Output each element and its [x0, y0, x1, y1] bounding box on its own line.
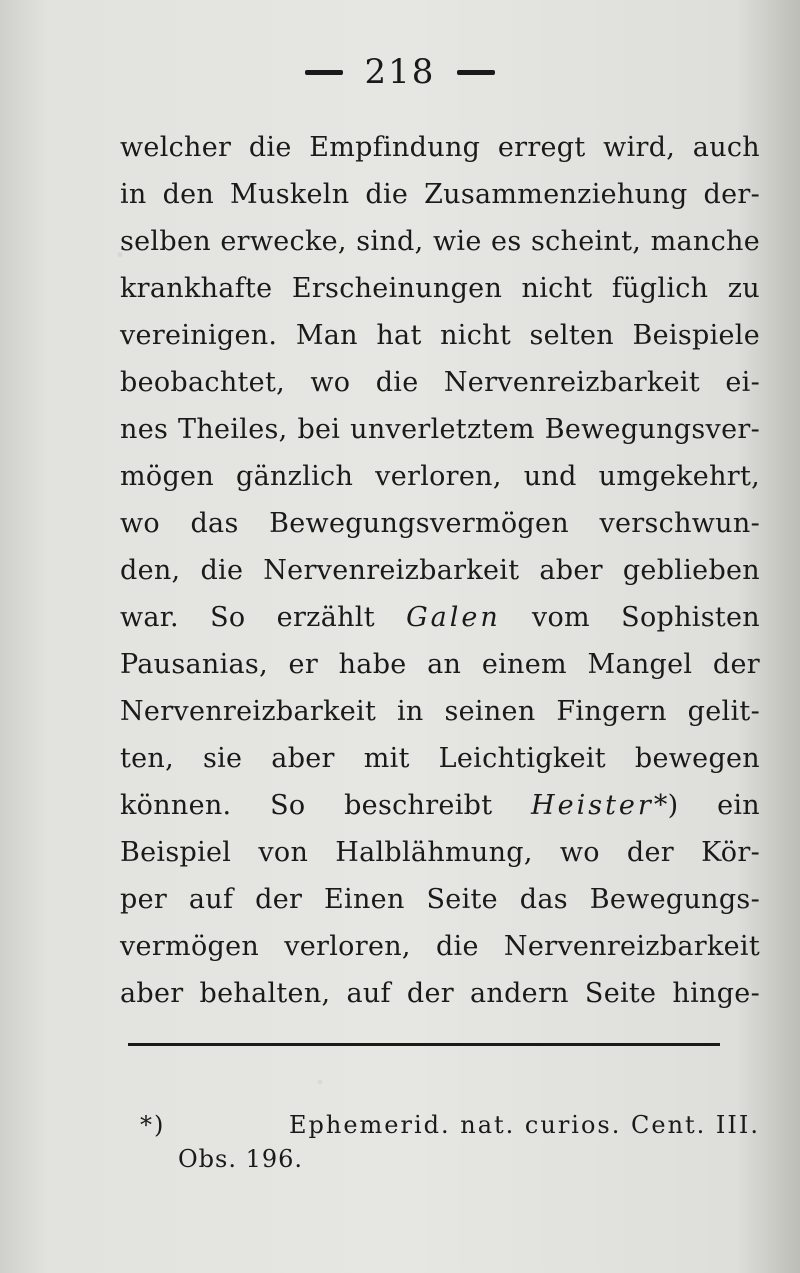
text-line: selben erwecke, sind, wie es scheint, manche — [120, 226, 760, 257]
page-header — [0, 52, 800, 92]
text-line: welcher die Empfindung erregt wird, auch — [120, 132, 760, 163]
text-line: vereinigen. Man hat nicht selten Beispiele — [120, 320, 760, 351]
footnote-reference: *) ein — [653, 790, 761, 821]
footnote-separator — [128, 1043, 720, 1046]
footnote-citation: Ephemerid. nat. curios. Cent. III. — [288, 1111, 760, 1139]
text-line: nes Theiles, bei unverletztem Bewegungsver- — [120, 414, 760, 445]
text-line: Nervenreizbarkeit in seinen Fingern gelit- — [120, 696, 760, 727]
text-line: vermögen verloren, die Nervenreizbarkeit — [120, 931, 760, 962]
text-line: in den Muskeln die Zusammenziehung der- — [120, 179, 760, 210]
text-line: wo das Bewegungsvermögen verschwun- — [120, 508, 760, 539]
person-name-galen: Galen — [406, 602, 501, 633]
text-line — [120, 782, 760, 829]
text-line: krankhafte Erscheinungen nicht füglich zu — [120, 273, 760, 304]
text-line: beobachtet, wo die Nervenreizbarkeit ei- — [120, 367, 760, 398]
text-line: ten, sie aber mit Leichtigkeit bewegen — [120, 743, 760, 774]
text-line: Pausanias, er habe an einem Mangel der — [120, 649, 760, 680]
footnote-line — [140, 1108, 760, 1142]
text-line: den, die Nervenreizbarkeit aber geblieben — [120, 555, 760, 586]
header-dash-left — [305, 70, 343, 75]
text-segment: war. So erzählt — [120, 602, 407, 633]
person-name-heister: Heister — [531, 790, 654, 821]
text-segment: können. So beschreibt — [120, 790, 532, 821]
text-line: Beispiel von Halblähmung, wo der Kör- — [120, 837, 760, 868]
header-dash-right — [457, 70, 495, 75]
body-text — [120, 124, 760, 1017]
text-segment: vom Sophisten — [500, 602, 760, 633]
text-line — [120, 594, 760, 641]
text-line: mögen gänzlich verloren, und umgekehrt, — [120, 461, 760, 492]
footnote-line: Obs. 196. — [178, 1145, 304, 1173]
footnote — [140, 1108, 760, 1176]
text-line: aber behalten, auf der andern Seite hinge- — [120, 978, 760, 1009]
text-line: per auf der Einen Seite das Bewegungs- — [120, 884, 760, 915]
footnote-marker: *) — [140, 1111, 166, 1139]
page-number: 218 — [364, 52, 436, 92]
